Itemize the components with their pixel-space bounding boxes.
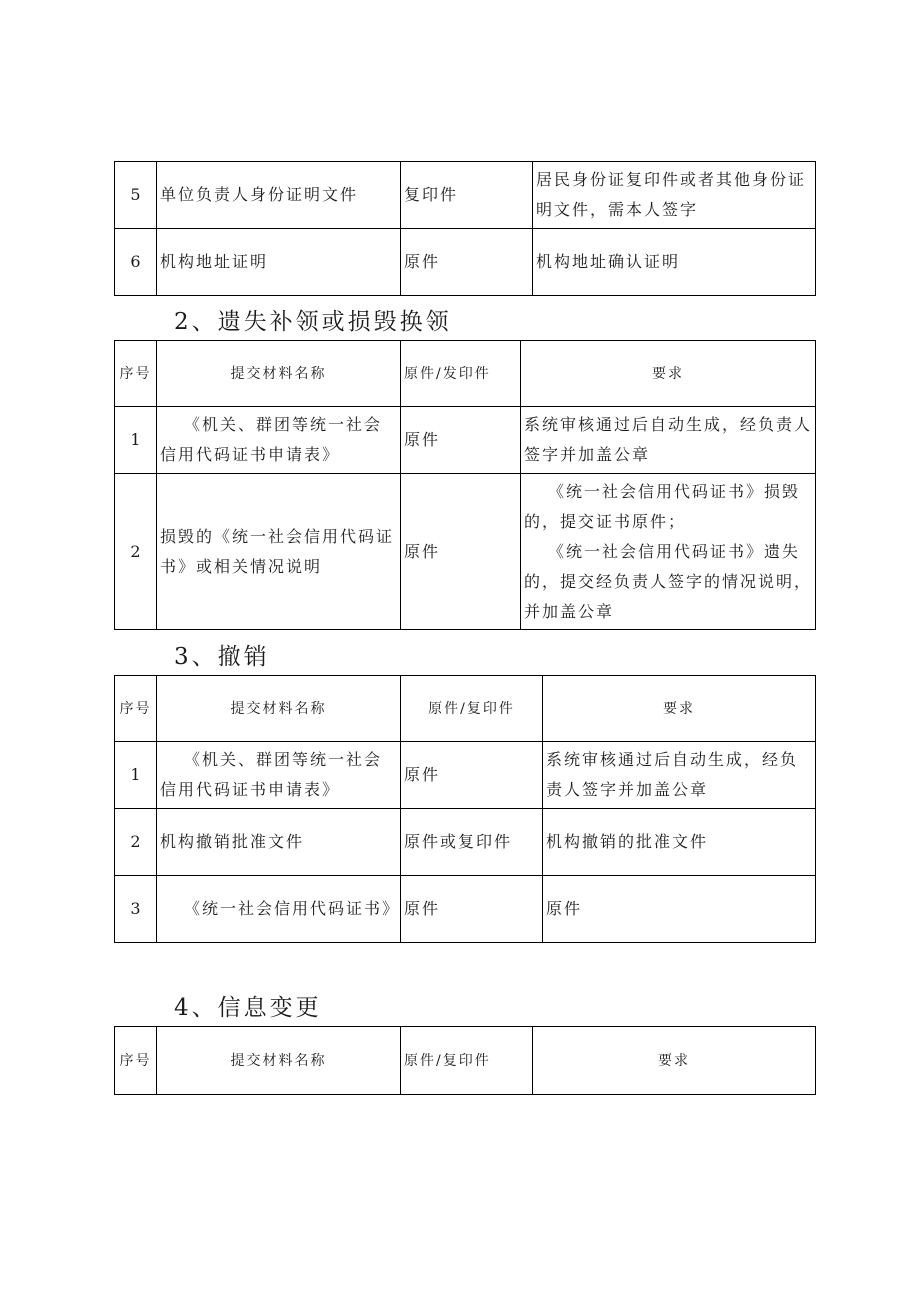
requirement: 居民身份证复印件或者其他身份证明文件，需本人签字 bbox=[533, 162, 816, 229]
table-info-change bbox=[114, 1026, 816, 1095]
material-type: 原件 bbox=[401, 474, 521, 630]
row-number: 1 bbox=[115, 742, 157, 809]
header-seq: 序号 bbox=[115, 676, 157, 742]
table-continued bbox=[114, 161, 816, 296]
header-type: 原件/复印件 bbox=[401, 676, 543, 742]
header-type: 原件/发印件 bbox=[401, 341, 521, 407]
material-type: 原件 bbox=[401, 742, 543, 809]
row-number: 5 bbox=[115, 162, 157, 229]
table-row bbox=[115, 407, 816, 474]
table-header-row bbox=[115, 341, 816, 407]
material-name: 损毁的《统一社会信用代码证书》或相关情况说明 bbox=[157, 474, 401, 630]
requirement-paragraph: 《统一社会信用代码证书》遗失的，提交经负责人签字的情况说明，并加盖公章 bbox=[524, 541, 813, 621]
header-name: 提交材料名称 bbox=[157, 676, 401, 742]
requirement bbox=[521, 474, 816, 630]
header-seq: 序号 bbox=[115, 1027, 157, 1095]
table-row bbox=[115, 876, 816, 943]
material-name: 单位负责人身份证明文件 bbox=[157, 162, 401, 229]
table-replacement bbox=[114, 340, 816, 630]
table-row bbox=[115, 809, 816, 876]
requirement: 系统审核通过后自动生成，经负责人签字并加盖公章 bbox=[543, 742, 816, 809]
row-number: 1 bbox=[115, 407, 157, 474]
header-seq: 序号 bbox=[115, 341, 157, 407]
material-type: 原件或复印件 bbox=[401, 809, 543, 876]
table-row bbox=[115, 474, 816, 630]
header-name: 提交材料名称 bbox=[157, 1027, 401, 1095]
table-row bbox=[115, 742, 816, 809]
header-req: 要求 bbox=[521, 341, 816, 407]
section-heading: 3、撤销 bbox=[174, 644, 270, 670]
row-number: 3 bbox=[115, 876, 157, 943]
row-number: 6 bbox=[115, 229, 157, 296]
requirement: 机构地址确认证明 bbox=[533, 229, 816, 296]
material-name: 机构地址证明 bbox=[157, 229, 401, 296]
material-name: 《机关、群团等统一社会信用代码证书申请表》 bbox=[157, 742, 401, 809]
section-heading: 2、遗失补领或损毁换领 bbox=[174, 309, 452, 335]
row-number: 2 bbox=[115, 809, 157, 876]
requirement-paragraph: 《统一社会信用代码证书》损毁的，提交证书原件； bbox=[524, 481, 801, 531]
header-req: 要求 bbox=[533, 1027, 816, 1095]
table-row bbox=[115, 229, 816, 296]
header-type: 原件/复印件 bbox=[401, 1027, 533, 1095]
material-type: 原件 bbox=[401, 229, 533, 296]
section-heading: 4、信息变更 bbox=[174, 995, 322, 1021]
material-type: 复印件 bbox=[401, 162, 533, 229]
material-type: 原件 bbox=[401, 407, 521, 474]
material-name: 《机关、群团等统一社会信用代码证书申请表》 bbox=[157, 407, 401, 474]
table-row bbox=[115, 162, 816, 229]
requirement: 系统审核通过后自动生成，经负责人签字并加盖公章 bbox=[521, 407, 816, 474]
material-type: 原件 bbox=[401, 876, 543, 943]
table-header-row bbox=[115, 676, 816, 742]
requirement: 机构撤销的批准文件 bbox=[543, 809, 816, 876]
row-number: 2 bbox=[115, 474, 157, 630]
table-revocation bbox=[114, 675, 816, 943]
header-name: 提交材料名称 bbox=[157, 341, 401, 407]
table-header-row bbox=[115, 1027, 816, 1095]
material-name: 机构撤销批准文件 bbox=[157, 809, 401, 876]
header-req: 要求 bbox=[543, 676, 816, 742]
requirement: 原件 bbox=[543, 876, 816, 943]
material-name: 《统一社会信用代码证书》 bbox=[157, 876, 401, 943]
